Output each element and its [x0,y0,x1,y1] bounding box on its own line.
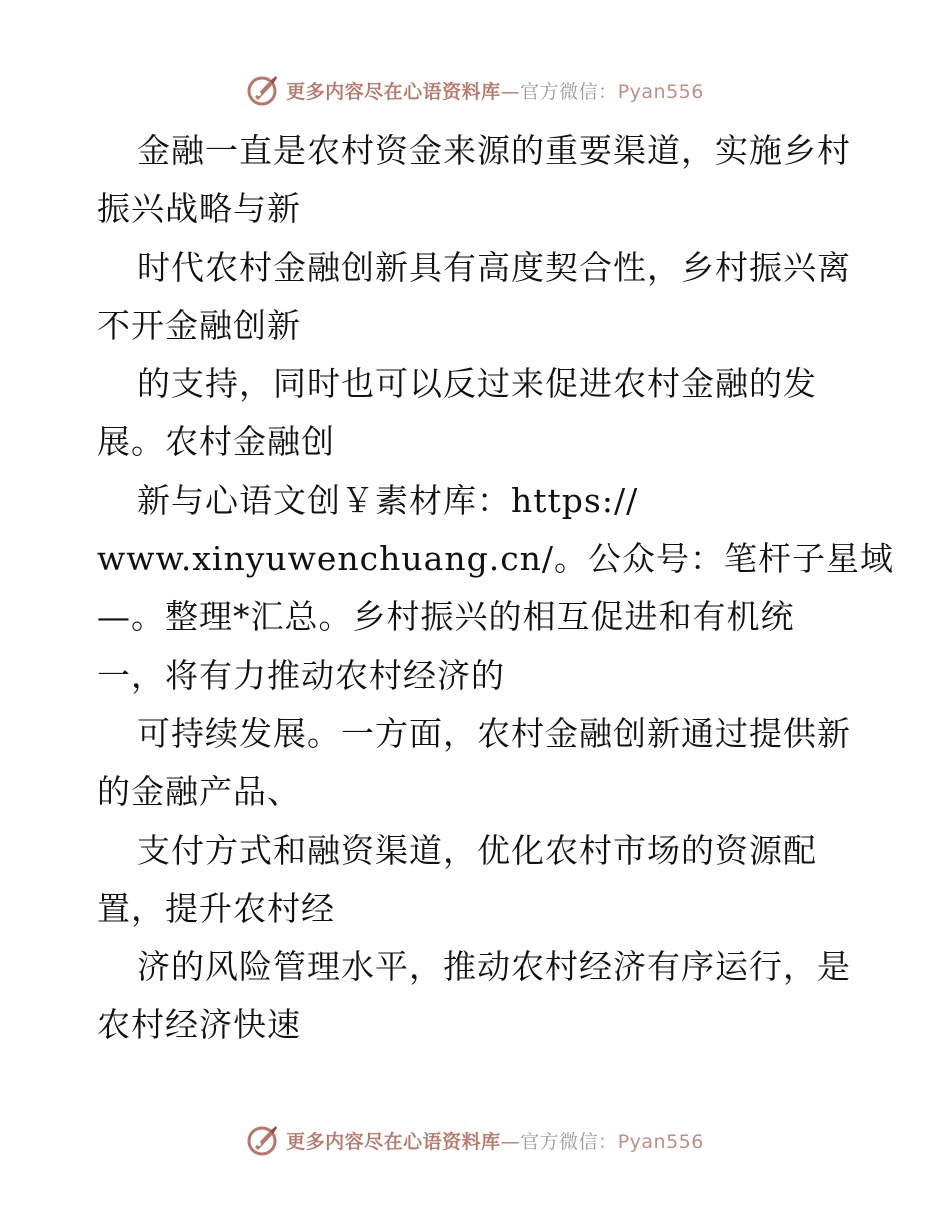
paragraph-line: —。整理*汇总。乡村振兴的相互促进和有机统 [97,597,795,637]
banner-dash: — [500,80,521,103]
paragraph-line: 一，将有力推动农村经济的 [97,655,505,695]
banner-dash: — [500,1130,521,1153]
paragraph-line: 支付方式和融资渠道，优化农村市场的资源配 [137,830,817,870]
quill-pen-logo-icon [246,1123,280,1157]
banner-text [286,77,704,104]
paragraph-line: 可持续发展。一方面，农村金融创新通过提供新 [137,713,851,753]
banner-main-text: 更多内容尽在心语资料库 [286,1130,501,1153]
paragraph-line: www.xinyuwenchuang.cn/。公众号：笔杆子星域 [97,539,895,579]
banner-sub-text: 官方微信： [520,1130,618,1153]
quill-pen-logo-icon [246,73,280,107]
paragraph-line: 不开金融创新 [97,305,301,345]
footer-banner [0,1120,950,1160]
paragraph-line: 济的风险管理水平，推动农村经济有序运行，是 [137,947,851,987]
paragraph-line: 振兴战略与新 [97,189,301,229]
header-banner [0,70,950,110]
paragraph-line: 展。农村金融创 [97,422,335,462]
paragraph-line: 时代农村金融创新具有高度契合性，乡村振兴离 [137,247,851,287]
paragraph-line: 农村经济快速 [97,1005,301,1045]
paragraph-line: 的支持，同时也可以反过来促进农村金融的发 [137,364,817,404]
banner-sub-text: 官方微信： [520,80,618,103]
paragraph-line: 的金融产品、 [97,772,301,812]
banner-text [286,1127,704,1154]
paragraph-line: 置，提升农村经 [97,888,335,928]
banner-wechat-id: Pyan556 [617,1130,704,1153]
paragraph-line: 新与心语文创￥素材库：https:// [137,480,639,520]
banner-wechat-id: Pyan556 [617,80,704,103]
banner-main-text: 更多内容尽在心语资料库 [286,80,501,103]
document-body [97,122,895,1055]
paragraph-line: 金融一直是农村资金来源的重要渠道，实施乡村 [137,131,851,170]
